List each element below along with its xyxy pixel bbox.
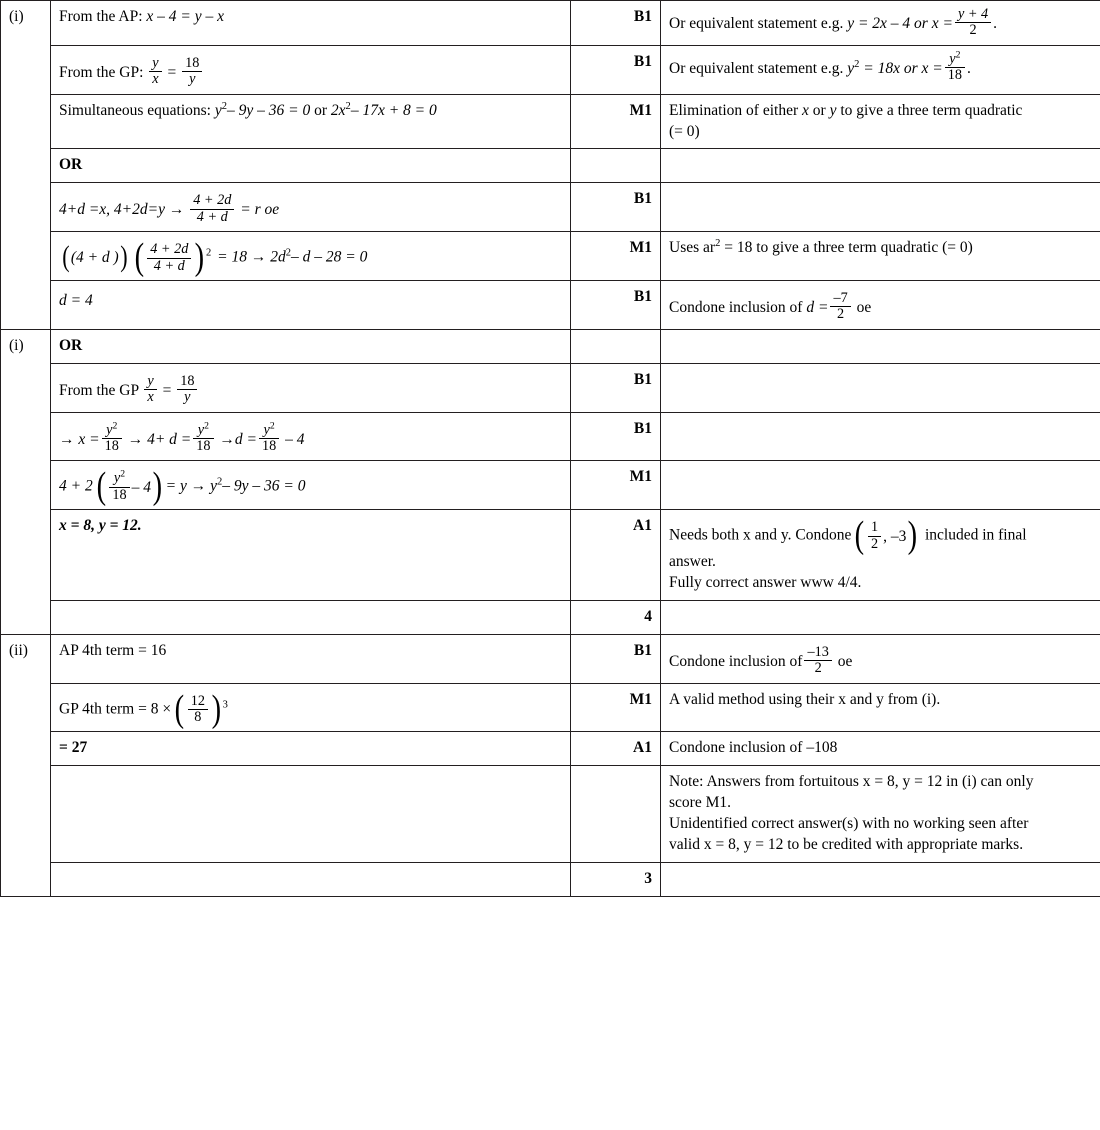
pair-second-value: , –3 <box>883 528 907 546</box>
working-or: or <box>314 101 328 119</box>
exponent: 2 <box>715 238 721 250</box>
note-cell <box>661 412 1100 461</box>
working-text: From the GP <box>59 381 139 399</box>
fraction-denominator: 18 <box>193 438 213 454</box>
part-label-i-first: (i) <box>1 1 51 330</box>
working-cell <box>51 683 571 732</box>
working-cell <box>51 183 571 232</box>
working-text-c: →d = <box>219 430 257 448</box>
mark-cell: B1 <box>571 412 661 461</box>
mark-cell: B1 <box>571 363 661 412</box>
table-row <box>1 683 1100 732</box>
fraction-numerator: y <box>152 54 159 71</box>
working-cell <box>51 281 571 330</box>
note-text-d: Fully correct answer www 4/4. <box>669 573 862 591</box>
note-text-c: to give a three term quadratic <box>840 101 1023 119</box>
note-cell <box>661 510 1100 601</box>
table-row <box>1 732 1100 766</box>
note-text: A valid method using their x and y from (i). <box>669 690 941 708</box>
fraction-denominator: 4 + d <box>147 258 191 274</box>
note-var-y: y <box>847 59 855 77</box>
note-cell <box>661 634 1100 683</box>
equals-sign: = <box>162 381 172 399</box>
fraction-denominator: x <box>147 389 154 406</box>
bracket-group: ((4 + d )) <box>62 241 128 274</box>
working-cell-empty <box>51 863 571 897</box>
note-equation-1: y = 2x – 4 or <box>847 15 928 32</box>
or-heading-2: OR <box>51 329 571 363</box>
note-line-3: Unidentified correct answer(s) with no working seen after <box>669 815 1029 833</box>
final-answer: x = 8, y = 12. <box>59 517 142 535</box>
note-text-a: Needs both x and y. Condone <box>669 526 852 544</box>
working-cell: 4 + 2( $\frac{y^2}{18}$ – $4) = y \to y^2-$ 9y – 36 = 0 <box>51 461 571 510</box>
mark-cell <box>571 766 661 863</box>
fraction-numerator: –13 <box>807 643 829 660</box>
note-cell <box>661 683 1100 732</box>
exponent: 3 <box>222 698 228 710</box>
mark-cell: M1 <box>571 683 661 732</box>
or-heading: OR <box>51 149 571 183</box>
table-row <box>1 412 1100 461</box>
note-var-y: y <box>829 101 837 119</box>
working-cell <box>51 45 571 94</box>
table-row <box>1 232 1100 281</box>
note-text-c: answer. <box>669 553 716 570</box>
fraction <box>955 7 991 39</box>
working-text-a: → x = <box>59 430 100 448</box>
working-text: AP 4th term = 16 <box>59 641 167 659</box>
fraction-denominator: 18 <box>102 438 122 454</box>
exponent: 2 <box>205 247 212 259</box>
note-text: Or equivalent statement e.g. <box>669 59 844 77</box>
working-equation-1-rest: – 9y – 36 = 0 <box>227 101 311 119</box>
table-row <box>1 1 1100 46</box>
table-row <box>1 183 1100 232</box>
mark-cell <box>571 149 661 183</box>
working-text-c: = y → y <box>165 477 217 495</box>
mark-cell: B1 <box>571 45 661 94</box>
fraction <box>830 291 850 323</box>
table-row <box>1 149 1100 183</box>
table-row <box>1 94 1100 149</box>
fraction-denominator: 18 <box>945 67 965 83</box>
fraction-numerator: 4 + 2d <box>150 241 189 258</box>
fraction-denominator: x <box>152 71 159 88</box>
fraction-denominator: 2 <box>804 660 831 676</box>
table-row <box>1 45 1100 94</box>
fraction <box>868 520 881 552</box>
note-cell <box>661 363 1100 412</box>
note-period: . <box>993 15 998 32</box>
working-cell: ((4 + d )) ( $\frac{4 + 2d}{4 + d}$ ) $^2 = 18 \to 2d^2-$ d – 28 = 0 <box>51 232 571 281</box>
working-cell: Simultaneous equations: $y^2-$ 9y – 36 = 0 or $2x^2-$ 17x + 8 = 0 <box>51 94 571 149</box>
working-equation: d = 4 <box>59 292 93 310</box>
part-label-i-second: (i) <box>1 329 51 634</box>
table-row <box>1 634 1100 683</box>
fraction-denominator: 2 <box>955 22 991 38</box>
note-period: . <box>966 59 971 77</box>
working-text-c: – d – 28 = 0 <box>290 248 368 266</box>
coordinate-pair: ( $\frac{1}{2}$ , –3) <box>854 514 918 557</box>
fraction-denominator: y <box>189 71 196 88</box>
working-text-b: → 4+ d = <box>127 430 192 448</box>
note-cell <box>661 94 1100 149</box>
fraction <box>804 645 831 677</box>
table-row <box>1 281 1100 330</box>
note-cell <box>661 600 1100 634</box>
fraction <box>182 56 202 88</box>
note-text-b: = 18 to give a three term quadratic (= 0) <box>724 239 973 257</box>
note-line-4: valid x = 8, y = 12 to be credited with appropriate marks. <box>669 836 1024 854</box>
working-text-b: = 18 → 2d <box>217 248 286 266</box>
fraction <box>149 56 161 88</box>
fraction: $\frac{y^2}{18}$ <box>945 52 965 84</box>
note-cell <box>661 461 1100 510</box>
table-row <box>1 329 1100 363</box>
note-line-2: score M1. <box>669 794 731 812</box>
fraction-numerator: y <box>147 372 154 389</box>
working-cell-empty <box>51 600 571 634</box>
fraction-denominator: 18 <box>259 438 279 454</box>
working-text: From the GP: <box>59 63 144 81</box>
working-cell-answer <box>51 510 571 601</box>
note-cell: Condone inclusion of –108 <box>661 732 1100 766</box>
note-var-x: x <box>802 101 809 119</box>
note-cell <box>661 45 1100 94</box>
working-text-b: = r oe <box>240 201 280 219</box>
working-equation: x – 4 = y – x <box>146 8 225 25</box>
fraction <box>188 694 208 726</box>
mark-cell: A1 <box>571 510 661 601</box>
note-cell <box>661 232 1100 281</box>
fraction <box>147 242 191 274</box>
note-text-a: Elimination of either <box>669 101 799 119</box>
bracket-content: (4 + d ) <box>70 248 119 266</box>
working-text-d: – 9y – 36 = 0 <box>222 477 306 495</box>
fraction-denominator: 2 <box>868 536 881 552</box>
fraction-numerator: 12 <box>190 692 205 709</box>
equals-sign: = <box>167 63 177 81</box>
fraction-numerator: 18 <box>185 54 200 71</box>
mark-total: 3 <box>571 863 661 897</box>
note-cell <box>661 149 1100 183</box>
table-row <box>1 363 1100 412</box>
bracket-tail: – 4 <box>131 479 151 497</box>
working-cell <box>51 1 571 46</box>
fraction-numerator: 18 <box>180 372 195 389</box>
note-text-b: oe <box>856 299 872 317</box>
mark-cell: M1 <box>571 461 661 510</box>
working-text: GP 4th term = 8 × <box>59 700 172 718</box>
note-cell <box>661 281 1100 330</box>
note-equation-1: = 18x or <box>863 59 918 77</box>
note-text-b: oe <box>837 652 853 670</box>
table-row <box>1 766 1100 863</box>
working-text-d: – 4 <box>285 430 305 448</box>
working-equation-2: 2x <box>330 101 346 119</box>
fraction-numerator: 1 <box>871 519 879 536</box>
note-text: Or equivalent statement e.g. <box>669 15 844 32</box>
mark-total: 4 <box>571 600 661 634</box>
working-text-a: 4+d =x, 4+2d=y → <box>59 201 185 219</box>
bracket-group: ( $\frac{12}{8}$ ) $^3$ <box>174 687 228 730</box>
bracket-group-2: ( $\frac{4 + 2d}{4 + d}$ ) $^2$ <box>134 236 212 279</box>
fraction-numerator: y <box>106 421 113 438</box>
mark-cell: A1 <box>571 732 661 766</box>
working-text-a: 4 + 2 <box>59 477 93 495</box>
fraction <box>190 193 234 225</box>
note-cell <box>661 183 1100 232</box>
note-equation-2: x = <box>921 59 943 77</box>
note-text-b: or <box>812 101 826 119</box>
fraction-denominator: 4 + d <box>190 209 234 225</box>
note-cell <box>661 863 1100 897</box>
note-var-d: d = <box>806 299 829 317</box>
note-text-a: Condone inclusion of <box>669 652 803 670</box>
note-equation-2: x = <box>931 15 953 32</box>
mark-cell: B1 <box>571 634 661 683</box>
fraction: $\frac{y^2}{18}$ <box>109 471 129 503</box>
fraction: $\frac{y^2}{18}$ <box>193 423 213 455</box>
mark-cell <box>571 329 661 363</box>
fraction-denominator: 8 <box>188 709 208 725</box>
fraction-numerator: 4 + 2d <box>193 192 232 209</box>
fraction-denominator: y <box>184 389 191 406</box>
fraction-numerator: y <box>113 470 121 487</box>
fraction-denominator: 2 <box>830 306 850 322</box>
working-equation-1: y <box>214 101 222 119</box>
fraction-numerator: y <box>197 421 205 438</box>
mark-cell: B1 <box>571 1 661 46</box>
working-cell-empty <box>51 766 571 863</box>
working-cell-answer: = 27 <box>51 732 571 766</box>
working-equation-2-rest: – 17x + 8 = 0 <box>350 101 437 119</box>
note-cell <box>661 329 1100 363</box>
fraction <box>177 374 197 406</box>
fraction-numerator: y <box>949 50 956 67</box>
note-text-d: (= 0) <box>669 122 700 140</box>
note-text-a: Uses ar <box>669 239 716 257</box>
exponent: 2 <box>854 58 860 70</box>
note-cell <box>661 1 1100 46</box>
fraction: $\frac{y^2}{18}$ <box>259 423 279 455</box>
note-text-b: included in final <box>924 526 1027 544</box>
working-cell <box>51 634 571 683</box>
table-row <box>1 600 1100 634</box>
mark-cell: B1 <box>571 281 661 330</box>
working-cell <box>51 363 571 412</box>
mark-cell: M1 <box>571 94 661 149</box>
table-row <box>1 461 1100 510</box>
table-row <box>1 863 1100 897</box>
fraction-numerator: y <box>263 421 270 438</box>
note-cell <box>661 766 1100 863</box>
fraction: $\frac{y^2}{18}$ <box>102 423 122 455</box>
working-text: Simultaneous equations: <box>59 101 211 119</box>
note-line-1: Note: Answers from fortuitous x = 8, y = 12 in (i) can only <box>669 773 1034 791</box>
mark-cell: M1 <box>571 232 661 281</box>
note-text-a: Condone inclusion of <box>669 299 803 317</box>
part-label-ii: (ii) <box>1 634 51 896</box>
mark-cell: B1 <box>571 183 661 232</box>
fraction <box>144 374 156 406</box>
working-cell <box>51 412 571 461</box>
fraction-denominator: 18 <box>109 487 129 503</box>
working-text: From the AP: <box>59 8 143 25</box>
table-row <box>1 510 1100 601</box>
fraction-numerator: y + 4 <box>957 6 989 22</box>
fraction-numerator: –7 <box>833 290 848 307</box>
bracket-group: ( $\frac{y^2}{18}$ – 4) <box>96 465 163 508</box>
